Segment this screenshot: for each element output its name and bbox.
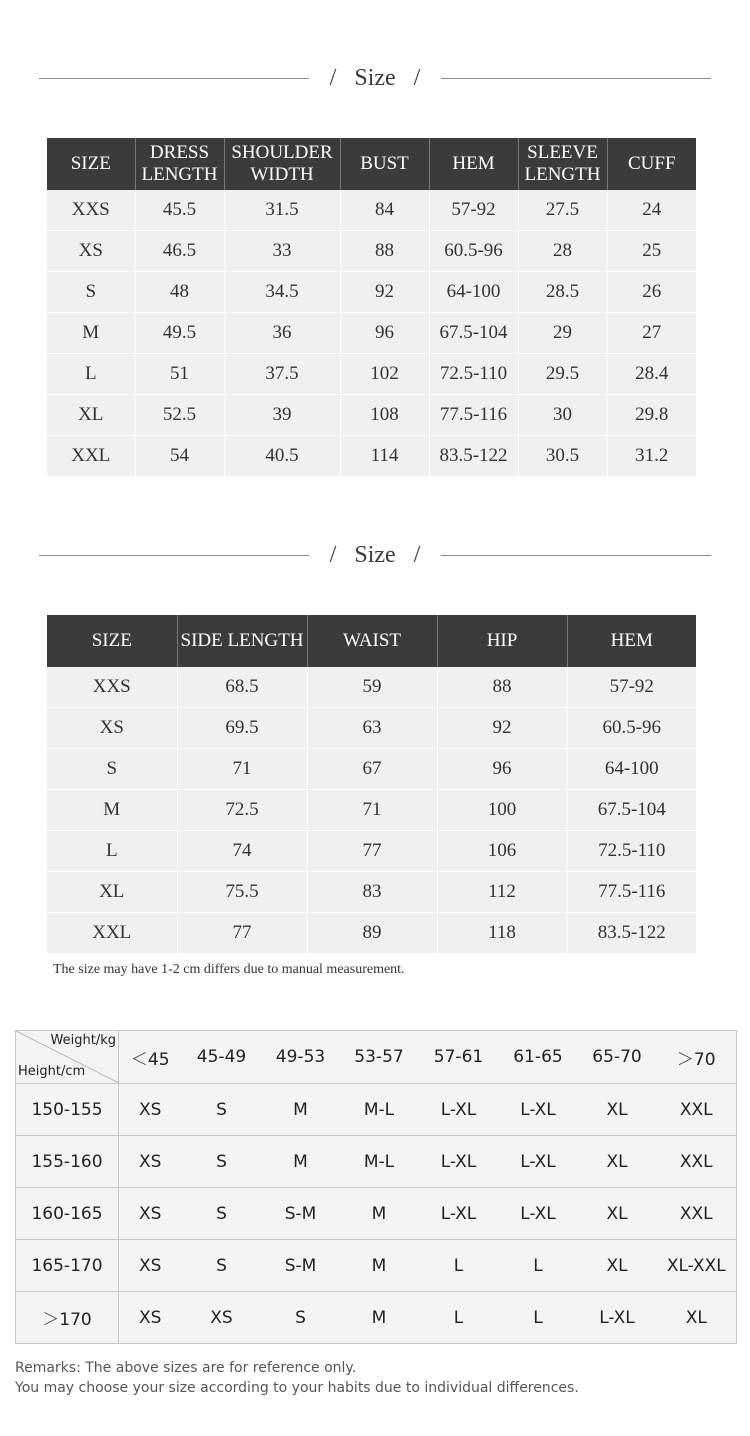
- measurement-cell: 39: [224, 395, 340, 436]
- measurement-cell: 36: [224, 313, 340, 354]
- table-header-row: [47, 615, 696, 667]
- column-header: HEM: [429, 138, 518, 190]
- recommended-size-cell: XXL: [657, 1084, 737, 1136]
- table-row: [47, 708, 696, 749]
- size-label-cell: XXS: [47, 190, 135, 231]
- weight-range-header: 65-70: [578, 1031, 657, 1084]
- measurement-cell: 100: [437, 790, 567, 831]
- recommended-size-cell: S-M: [262, 1240, 340, 1292]
- recommended-size-cell: L-XL: [419, 1188, 499, 1240]
- recommended-size-cell: L: [499, 1292, 578, 1344]
- measurement-cell: 54: [135, 436, 224, 477]
- recommended-size-cell: XS: [119, 1188, 182, 1240]
- remarks: [15, 1358, 579, 1398]
- recommended-size-cell: S: [182, 1240, 262, 1292]
- size-label-cell: S: [47, 272, 135, 313]
- recommended-size-cell: XS: [182, 1292, 262, 1344]
- section-title: / Size /: [329, 542, 421, 568]
- table-row: [47, 190, 696, 231]
- measurement-cell: 46.5: [135, 231, 224, 272]
- table-row: [47, 913, 696, 954]
- measurement-cell: 64-100: [567, 749, 696, 790]
- size-label-cell: S: [47, 749, 177, 790]
- remarks-line-2: You may choose your size according to your habits due to individual differences.: [15, 1380, 579, 1396]
- recommended-size-cell: S: [182, 1188, 262, 1240]
- measurement-cell: 49.5: [135, 313, 224, 354]
- column-header: CUFF: [607, 138, 696, 190]
- column-header: HIP: [437, 615, 567, 667]
- measurement-cell: 30: [518, 395, 607, 436]
- recommended-size-cell: L-XL: [419, 1084, 499, 1136]
- measurement-cell: 60.5-96: [429, 231, 518, 272]
- reference-row: [16, 1292, 737, 1344]
- measurement-cell: 96: [437, 749, 567, 790]
- height-range-cell: 155-160: [16, 1136, 119, 1188]
- measurement-cell: 25: [607, 231, 696, 272]
- column-header: DRESS LENGTH: [135, 138, 224, 190]
- measurement-cell: 40.5: [224, 436, 340, 477]
- size-label-cell: L: [47, 354, 135, 395]
- table-row: [47, 749, 696, 790]
- measurement-cell: 106: [437, 831, 567, 872]
- measurement-cell: 67: [307, 749, 437, 790]
- weight-range-header: 49-53: [262, 1031, 340, 1084]
- measurement-cell: 92: [340, 272, 429, 313]
- divider-line: [39, 555, 309, 556]
- table-row: [47, 667, 696, 708]
- size-label-cell: XXS: [47, 667, 177, 708]
- dress-size-table: [47, 138, 696, 476]
- measurement-cell: 83.5-122: [429, 436, 518, 477]
- section-heading-1: [39, 63, 711, 93]
- measurement-cell: 28.5: [518, 272, 607, 313]
- reference-row: [16, 1136, 737, 1188]
- weight-range-header: 45-49: [182, 1031, 262, 1084]
- table-row: [47, 354, 696, 395]
- recommended-size-cell: L: [499, 1240, 578, 1292]
- column-header: SLEEVE LENGTH: [518, 138, 607, 190]
- measurement-cell: 52.5: [135, 395, 224, 436]
- skirt-size-table: [47, 615, 696, 953]
- measurement-cell: 92: [437, 708, 567, 749]
- recommended-size-cell: XL: [578, 1084, 657, 1136]
- measurement-cell: 57-92: [567, 667, 696, 708]
- table-row: [47, 231, 696, 272]
- measurement-cell: 67.5-104: [429, 313, 518, 354]
- size-label-cell: XL: [47, 395, 135, 436]
- measurement-cell: 77.5-116: [567, 872, 696, 913]
- measurement-cell: 64-100: [429, 272, 518, 313]
- recommended-size-cell: S: [262, 1292, 340, 1344]
- table-row: [47, 395, 696, 436]
- measurement-cell: 37.5: [224, 354, 340, 395]
- height-range-cell: 160-165: [16, 1188, 119, 1240]
- measurement-cell: 28.4: [607, 354, 696, 395]
- measurement-cell: 29.8: [607, 395, 696, 436]
- measurement-cell: 29.5: [518, 354, 607, 395]
- column-header: SIZE: [47, 615, 177, 667]
- section-heading-2: [39, 540, 711, 570]
- recommended-size-cell: L-XL: [419, 1136, 499, 1188]
- size-label-cell: L: [47, 831, 177, 872]
- column-header: BUST: [340, 138, 429, 190]
- measurement-cell: 31.5: [224, 190, 340, 231]
- measurement-cell: 48: [135, 272, 224, 313]
- remarks-line-1: Remarks: The above sizes are for reference only.: [15, 1360, 357, 1376]
- table-row: [47, 436, 696, 477]
- size-label-cell: XL: [47, 872, 177, 913]
- size-label-cell: XXL: [47, 436, 135, 477]
- size-label-cell: M: [47, 313, 135, 354]
- recommended-size-cell: XXL: [657, 1188, 737, 1240]
- table-row: [47, 790, 696, 831]
- recommended-size-cell: XL: [578, 1188, 657, 1240]
- measurement-cell: 51: [135, 354, 224, 395]
- measurement-cell: 26: [607, 272, 696, 313]
- divider-line: [39, 78, 309, 79]
- recommended-size-cell: S: [182, 1136, 262, 1188]
- recommended-size-cell: M: [340, 1188, 419, 1240]
- recommended-size-cell: XS: [119, 1292, 182, 1344]
- recommended-size-cell: L-XL: [499, 1188, 578, 1240]
- measurement-cell: 27.5: [518, 190, 607, 231]
- size-label-cell: M: [47, 790, 177, 831]
- recommended-size-cell: L-XL: [578, 1292, 657, 1344]
- height-range-cell: 150-155: [16, 1084, 119, 1136]
- measurement-cell: 30.5: [518, 436, 607, 477]
- recommended-size-cell: L: [419, 1240, 499, 1292]
- recommended-size-cell: M: [262, 1136, 340, 1188]
- height-axis-label: Height/cm: [18, 1064, 86, 1079]
- recommended-size-cell: L-XL: [499, 1136, 578, 1188]
- table-header-row: [47, 138, 696, 190]
- recommended-size-cell: M-L: [340, 1136, 419, 1188]
- table-row: [47, 872, 696, 913]
- size-label-cell: XXL: [47, 913, 177, 954]
- recommended-size-cell: XXL: [657, 1136, 737, 1188]
- reference-header-row: [16, 1031, 737, 1084]
- table-row: [47, 831, 696, 872]
- recommended-size-cell: XL: [578, 1240, 657, 1292]
- weight-range-header: ＜45: [119, 1031, 182, 1084]
- table-row: [47, 272, 696, 313]
- measurement-cell: 83: [307, 872, 437, 913]
- reference-row: [16, 1240, 737, 1292]
- recommended-size-cell: M: [340, 1240, 419, 1292]
- measurement-cell: 88: [340, 231, 429, 272]
- corner-cell: [16, 1031, 119, 1084]
- weight-range-header: 53-57: [340, 1031, 419, 1084]
- measurement-cell: 118: [437, 913, 567, 954]
- recommended-size-cell: XL: [578, 1136, 657, 1188]
- measurement-cell: 24: [607, 190, 696, 231]
- column-header: HEM: [567, 615, 696, 667]
- measurement-cell: 69.5: [177, 708, 307, 749]
- height-range-cell: ＞170: [16, 1292, 119, 1344]
- column-header: SHOULDER WIDTH: [224, 138, 340, 190]
- column-header: WAIST: [307, 615, 437, 667]
- measurement-cell: 88: [437, 667, 567, 708]
- weight-axis-label: Weight/kg: [50, 1033, 116, 1048]
- recommended-size-cell: S-M: [262, 1188, 340, 1240]
- measurement-cell: 102: [340, 354, 429, 395]
- measurement-cell: 71: [307, 790, 437, 831]
- measurement-cell: 108: [340, 395, 429, 436]
- measurement-cell: 84: [340, 190, 429, 231]
- measurement-cell: 29: [518, 313, 607, 354]
- measurement-cell: 68.5: [177, 667, 307, 708]
- measurement-cell: 83.5-122: [567, 913, 696, 954]
- size-label-cell: XS: [47, 708, 177, 749]
- column-header: SIDE LENGTH: [177, 615, 307, 667]
- measurement-cell: 67.5-104: [567, 790, 696, 831]
- measurement-cell: 71: [177, 749, 307, 790]
- measurement-cell: 72.5: [177, 790, 307, 831]
- measurement-cell: 72.5-110: [429, 354, 518, 395]
- reference-row: [16, 1084, 737, 1136]
- height-range-cell: 165-170: [16, 1240, 119, 1292]
- size-reference-table: [15, 1030, 737, 1344]
- measurement-cell: 114: [340, 436, 429, 477]
- recommended-size-cell: L-XL: [499, 1084, 578, 1136]
- divider-line: [441, 78, 711, 79]
- measurement-cell: 34.5: [224, 272, 340, 313]
- measurement-cell: 75.5: [177, 872, 307, 913]
- measurement-cell: 77: [177, 913, 307, 954]
- recommended-size-cell: XL-XXL: [657, 1240, 737, 1292]
- measurement-cell: 74: [177, 831, 307, 872]
- column-header: SIZE: [47, 138, 135, 190]
- measurement-cell: 72.5-110: [567, 831, 696, 872]
- weight-range-header: 57-61: [419, 1031, 499, 1084]
- recommended-size-cell: XS: [119, 1136, 182, 1188]
- recommended-size-cell: XS: [119, 1240, 182, 1292]
- measurement-cell: 45.5: [135, 190, 224, 231]
- measurement-cell: 96: [340, 313, 429, 354]
- measurement-cell: 27: [607, 313, 696, 354]
- weight-range-header: ＞70: [657, 1031, 737, 1084]
- table-row: [47, 313, 696, 354]
- measurement-cell: 31.2: [607, 436, 696, 477]
- recommended-size-cell: S: [182, 1084, 262, 1136]
- reference-row: [16, 1188, 737, 1240]
- divider-line: [441, 555, 711, 556]
- measurement-cell: 77.5-116: [429, 395, 518, 436]
- measurement-cell: 60.5-96: [567, 708, 696, 749]
- measurement-cell: 57-92: [429, 190, 518, 231]
- recommended-size-cell: M: [340, 1292, 419, 1344]
- recommended-size-cell: XL: [657, 1292, 737, 1344]
- measurement-cell: 112: [437, 872, 567, 913]
- size-label-cell: XS: [47, 231, 135, 272]
- recommended-size-cell: M-L: [340, 1084, 419, 1136]
- measurement-cell: 28: [518, 231, 607, 272]
- section-title: / Size /: [329, 65, 421, 91]
- measurement-cell: 33: [224, 231, 340, 272]
- weight-range-header: 61-65: [499, 1031, 578, 1084]
- measurement-note: The size may have 1-2 cm differs due to manual measurement.: [53, 962, 405, 977]
- recommended-size-cell: XS: [119, 1084, 182, 1136]
- measurement-cell: 77: [307, 831, 437, 872]
- measurement-cell: 89: [307, 913, 437, 954]
- measurement-cell: 59: [307, 667, 437, 708]
- recommended-size-cell: L: [419, 1292, 499, 1344]
- measurement-cell: 63: [307, 708, 437, 749]
- recommended-size-cell: M: [262, 1084, 340, 1136]
